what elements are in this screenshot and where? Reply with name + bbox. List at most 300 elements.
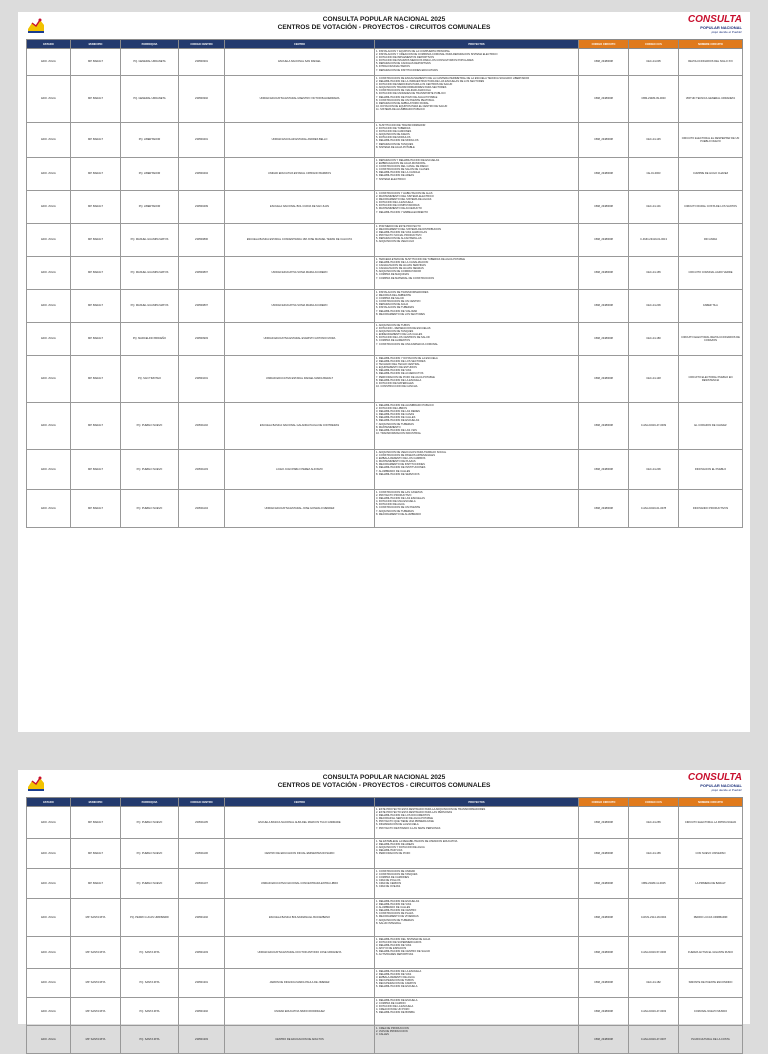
table-row — [27, 490, 743, 528]
cell-centro: UNIDAD EDUCATIVA ESTADAL EVARISTO ANTONIO MORA — [225, 323, 375, 356]
header-codigo-ccs: CODIGO CCS — [629, 798, 679, 807]
cell-centro: UNIDAD EDUCATIVA ESTADAL DOCTOR ANTONIO JOSE URDANETA — [225, 937, 375, 969]
cell-codigo-circuito: CBM_23480008 — [579, 191, 629, 224]
table-row — [27, 403, 743, 450]
cell-codigo-centro: 230501106 — [179, 839, 225, 869]
cell-nombre-circuito: RIO ANDIA — [679, 224, 743, 257]
table-header-row — [27, 798, 743, 807]
cell-nombre-circuito: LA PRIMERA DE BARALT — [679, 869, 743, 899]
project-line: 1. CONSTRUCCION Y HABILITACION DE ALAS — [376, 192, 433, 195]
cell-codigo-centro: 230501001 — [179, 356, 225, 403]
cell-codigo-ccs: C-MH-23419-47-0009 — [629, 403, 679, 450]
project-line: 5. CRIA DE CERDOS — [376, 882, 402, 886]
cell-codigo-circuito: CBM_23480008 — [579, 839, 629, 869]
cell-codigo-circuito: CBM_23480008 — [579, 1026, 629, 1054]
cell-municipio: MP. BARALT — [71, 224, 121, 257]
cell-municipio: MP. BARALT — [71, 356, 121, 403]
project-line: 7. REPARACION DE TANQUES — [376, 142, 414, 146]
project-line: 1. REHABILITACION DE ESCUELAS — [376, 900, 420, 903]
cell-municipio: MP. BARALT — [71, 323, 121, 356]
header-parroquia: PARROQUIA — [121, 798, 179, 807]
cell-codigo-circuito: CBM_23480008 — [579, 323, 629, 356]
project-line: 4. REHABILITACION DE CASAS — [376, 413, 415, 417]
cell-estado: EDO. ZULIA — [27, 123, 71, 158]
cell-codigo-ccs: CEC-24-165 — [629, 257, 679, 290]
cell-municipio: MP. BARALT — [71, 290, 121, 323]
cell-proyectos — [375, 290, 579, 323]
header-codigo-centro: CODIGO CENTRO — [179, 40, 225, 49]
cell-centro: UNIDAD EDUCATIVA NACIONAL CONCENTRADA ENTRA LIBRO — [225, 869, 375, 899]
cell-codigo-circuito: CBM_23480008 — [579, 450, 629, 490]
cell-parroquia: PQ. MANUEL GUANIPA MATOS — [121, 257, 179, 290]
cell-codigo-circuito: CBM_23480008 — [579, 290, 629, 323]
project-line: 6. COMPRA DE ALIMENTOS — [376, 339, 410, 343]
project-line: 5. ADQUISICION DE COMPACTADOR — [376, 270, 422, 274]
project-line: 2. VIAS DE PRODUCCION — [376, 1030, 408, 1034]
cell-centro: UNIDAD EDUCATIVA ESTADAL MAESTRO VICTOR BALDERRAMA — [225, 76, 375, 123]
project-line: 3. DOTACION DE MEDICINAS PARA LOS CENTROS DE SALUD — [376, 83, 453, 87]
project-line: 6. REHABILITACION DE MODULOS — [376, 139, 419, 143]
project-line: 5. REHABILITACION DE CALLES — [376, 416, 416, 420]
project-line: 9. REPARACION DE AMBULATORIO RURAL — [376, 101, 429, 105]
cell-centro: UNIDAD EDUCATIVA SONIA MARIA ACURERO — [225, 290, 375, 323]
project-line: 2. MEJORAS DEL AMBIENTE — [376, 294, 411, 298]
projects-table — [26, 797, 743, 1054]
project-line: 9. DOTACION DE MATERIALES — [376, 381, 414, 385]
consulta-popular-logo — [678, 773, 742, 793]
project-line: 2. ESTE PROYECTO ESTA DESTINADO PARA LAS PERSONAS — [376, 811, 453, 815]
table-row — [27, 49, 743, 76]
cell-parroquia: PQ. PUEBLO NUEVO — [121, 450, 179, 490]
project-line: 7. ADQUISICION DE TUBERIAS — [376, 918, 414, 922]
project-line: 7. CONSTRUCCION DE UNA FARMACIA COMUNAL — [376, 342, 438, 346]
table-row — [27, 76, 743, 123]
cell-parroquia: PQ. LIBERTADOR — [121, 123, 179, 158]
cell-municipio: MP. SANTA RITA — [71, 899, 121, 937]
cell-centro: UNIDAD EDUCATIVA ESTADAL RAFAEL MARIA BARALT — [225, 356, 375, 403]
title-line-1: CONSULTA POPULAR NACIONAL 2025 — [322, 16, 446, 23]
project-line: 4. CREACION DE UN POZO — [376, 1008, 410, 1012]
cell-codigo-circuito: CBM_23480008 — [579, 899, 629, 937]
cell-estado: EDO. ZULIA — [27, 224, 71, 257]
project-line: 2. INSTALACION Y CREACION DE COMPAÑIA COMUNAL PARA REPARACION SISTEMA ELECTRICO — [376, 53, 498, 57]
project-line: 7. REHABILITACION DE VIALIDAD — [376, 309, 418, 313]
project-line: 3. COMPRA DE CAMIONES — [376, 876, 410, 880]
cell-centro: LICEO JUAN PABLO PEREZ ALFONZO — [225, 450, 375, 490]
cell-estado: EDO. ZULIA — [27, 158, 71, 191]
cell-estado: EDO. ZULIA — [27, 323, 71, 356]
cell-proyectos — [375, 490, 579, 528]
cell-nombre-circuito: CUMPRE DE HUGO CHAVEZ — [679, 158, 743, 191]
project-line: 2. PROYECTO PRODUCTIVO — [376, 494, 412, 498]
cell-estado: EDO. ZULIA — [27, 191, 71, 224]
cell-centro: CENTRO DE EDUCACION DE ADULTOS — [225, 1026, 375, 1054]
project-line: 4. APOYO DE ESPACIOS — [376, 947, 407, 951]
cell-codigo-centro: 230501202 — [179, 899, 225, 937]
page-title — [18, 774, 750, 790]
cell-codigo-ccs: C-MH-23419-47-0003 — [629, 998, 679, 1026]
project-line: 3. REHABILITACION DE LOS DOCUMENTOS — [376, 814, 430, 818]
cell-nombre-circuito: VIRTUD TECNICA GENERAL URDANETA — [679, 76, 743, 123]
project-line: 6. CRIA DE OVEJAS — [376, 885, 401, 889]
project-line: 2. REHABILITACION DE VIAS — [376, 903, 412, 907]
project-line: 10. DOTACION DE EQUIPOS PARA EL CENTRO DE SALUD — [376, 104, 448, 108]
logo-word: CONSULTA — [687, 14, 742, 25]
cell-codigo-circuito: CBM_23480008 — [579, 224, 629, 257]
header-municipio: MUNICIPIO — [71, 798, 121, 807]
project-line: 8. MEJORAMIENTO DE ALUMBRADO — [376, 512, 422, 516]
cell-municipio: MP. SANTA RITA — [71, 937, 121, 969]
cell-codigo-centro: 230500301 — [179, 49, 225, 76]
cell-centro: UNIDAD ESCOLAR ESTADAL ANDRES BELLO — [225, 123, 375, 158]
cell-proyectos — [375, 969, 579, 998]
title-line-2: CENTROS DE VOTACIÓN - PROYECTOS - CIRCUITOS COMUNALES — [277, 24, 491, 31]
project-line: 3. COMPRA DE SALUD — [376, 297, 404, 301]
project-line: 4. CONSTRUCCION DE SALON DE CLASES — [376, 168, 430, 172]
cell-nombre-circuito: CON NUEVO UNIVERSO — [679, 839, 743, 869]
project-line: 8. MANTENIMIENTO — [376, 425, 401, 429]
header-codigo-circuito: CODIGO CIRCUITO — [579, 40, 629, 49]
project-line: 4. MANTENIMIENTO DE PLAZAS — [376, 460, 416, 464]
cell-codigo-centro: 230500401 — [179, 123, 225, 158]
cell-municipio: MP. BARALT — [71, 450, 121, 490]
cell-codigo-ccs: CBM-23480-11-0025 — [629, 869, 679, 899]
cell-municipio: MP. BARALT — [71, 158, 121, 191]
project-line: 6. REHABILITACION DE ESCUELAS — [376, 419, 420, 423]
project-line: 7. REHABILITACION Y EMBELLECIMIENTO — [376, 210, 428, 214]
cell-codigo-ccs: CEC-24-005 — [629, 49, 679, 76]
cell-centro: ESCUELA BASICA BOLIVARIANA EL BUJIAMBANO — [225, 899, 375, 937]
cell-proyectos — [375, 191, 579, 224]
table-row — [27, 356, 743, 403]
cell-nombre-circuito: COMUNAL NUEVO MUNDO — [679, 998, 743, 1026]
project-line: 1. SUSTITUCION DE TRANSFORMADOR — [376, 124, 426, 127]
project-line: 5. DOTACION DE MODULOS — [376, 136, 411, 140]
cell-codigo-circuito: CBM_23480008 — [579, 807, 629, 839]
cell-centro: CENTRO DE EDUCACION INICIAL EMINENTES ROSARIO — [225, 839, 375, 869]
cell-estado: EDO. ZULIA — [27, 356, 71, 403]
cell-codigo-circuito: CBM_23480008 — [579, 49, 629, 76]
project-line: 3. EMBALAJAMIENTO DE AGUA — [376, 976, 415, 980]
project-line: 4. REHABILITACION DE CENTRO — [376, 909, 417, 913]
logo-slogan: ¡Aquí decide el Pueblo! — [710, 30, 742, 34]
project-line: 10. TRANSFORMACION INDUSTRIAL — [376, 431, 422, 435]
project-line: 4. ENDEUDAMIENTO DE LAS CALLES — [376, 333, 423, 337]
project-line: 5. CONSTRUCCION DE PLAZA — [376, 912, 414, 916]
project-line: 1. REPARACION Y REHABILITACION DE ESCUELAS — [376, 159, 440, 162]
cell-proyectos — [375, 869, 579, 899]
project-line: 8. SALUD INTEGRAL — [376, 921, 402, 925]
project-line: 5. DOTACION DE AGUA — [376, 503, 405, 507]
project-line: 1. CONSTRUCCION DE LAS CASETAS — [376, 491, 423, 494]
project-line: 4. PROYECTO SOCIAL PRODUCTIVO — [376, 234, 422, 238]
project-line: 2. COMPRA DE CAMION — [376, 1002, 406, 1006]
project-line: 3. DOTACION DE CAMIONES — [376, 130, 412, 134]
cell-centro: UNIDAD EDUCATIVA ESTADAL CIPRIANO BARRIOS — [225, 158, 375, 191]
cell-codigo-circuito: CBM_23480008 — [579, 158, 629, 191]
cell-parroquia: PQ. SANTA RITA — [121, 969, 179, 998]
project-line: 1. INSTALACION DE TRANSFORMADORES — [376, 291, 429, 294]
cell-codigo-centro: 230501303 — [179, 1026, 225, 1054]
cell-proyectos — [375, 123, 579, 158]
table-row — [27, 1026, 743, 1054]
cell-proyectos — [375, 403, 579, 450]
header-estado: ESTADO — [27, 40, 71, 49]
cell-municipio: MP. BARALT — [71, 76, 121, 123]
table-row — [27, 123, 743, 158]
cell-nombre-circuito: INNOVACION EL PUEBLO — [679, 450, 743, 490]
cell-codigo-ccs: C-MH-23419-47-0007 — [629, 1026, 679, 1054]
project-line: 1. CONSTRUCCION DE UNIDAD — [376, 870, 416, 873]
cell-codigo-circuito: CBM_23480008 — [579, 937, 629, 969]
cell-codigo-circuito: CBM_23480008 — [579, 356, 629, 403]
cell-codigo-circuito: CBM_23480008 — [579, 403, 629, 450]
project-line: 3. MEJORAMIENTO DEL SISTEMA DE AGUAS — [376, 198, 432, 202]
project-line: 7. SISTEMA ELECTRICO — [376, 177, 406, 181]
logo-slogan: ¡Aquí decide el Pueblo! — [710, 788, 742, 792]
project-line: 2. EMBRIAGACION DE AGUA MUNICIPAL — [376, 162, 426, 166]
cell-municipio: MP. SANTA RITA — [71, 969, 121, 998]
cell-municipio: MP. BARALT — [71, 403, 121, 450]
projects-table — [26, 39, 743, 528]
cell-codigo-ccs: CEC-24-206 — [629, 290, 679, 323]
project-line: 7. ADQUISICION DE TUBERIAS — [376, 422, 414, 426]
logo-word: CONSULTA — [687, 772, 742, 783]
project-line: 7. PROYECTO DESTINADO A LAS SIETE PERSONAS — [376, 826, 441, 830]
project-line: 3. DOTACION DE LA ESCUELA — [376, 1005, 414, 1009]
cell-nombre-circuito: CIRCUITO ELECTORAL EL DESPERTAR DE UN PUEBLO NUEVO — [679, 123, 743, 158]
cell-nombre-circuito: CIRCUITO COMUNAL AGRO VERDE — [679, 257, 743, 290]
project-line: 2. CONSTRUCCION DE TANQUES — [376, 873, 418, 877]
project-line: 5. REHABILITACION DE CENTRO DE SALUD — [376, 950, 430, 954]
cell-codigo-centro: 230501107 — [179, 869, 225, 899]
project-line: 5. DOTACION DE LOS CENTROS DE SALUD — [376, 336, 430, 340]
cell-nombre-circuito: CIRCUITO ELECTORAL LA PATRIA NUEVA — [679, 807, 743, 839]
cell-codigo-centro: 230500409 — [179, 191, 225, 224]
project-line: 6. REHABILITACION DE ESCUELA — [376, 985, 418, 989]
project-line: 5. REHABILITACION DE BOMBA — [376, 1011, 415, 1015]
project-line: 5. MEJORAMIENTO DE INSTITUCIONES — [376, 463, 425, 467]
cell-codigo-ccs: CEC-24-180 — [629, 323, 679, 356]
cell-codigo-centro: 230501203 — [179, 937, 225, 969]
cell-parroquia: PQ. LIBERTADOR — [121, 158, 179, 191]
cell-proyectos — [375, 899, 579, 937]
project-line: 6. DOTACION DE UNIDADES DE TRANSPORTE PUBLICO — [376, 92, 446, 96]
project-line: 8. MEJORAMIENTO DE LOS SECTORES — [376, 312, 425, 316]
cell-parroquia: PQ. SANTA RITA — [121, 1026, 179, 1054]
cell-parroquia: PQ. GENERAL URDANETA — [121, 49, 179, 76]
cell-proyectos — [375, 1026, 579, 1054]
project-line: 6. CONSTRUCCION DE UN PUENTE — [376, 506, 421, 510]
cell-estado: EDO. ZULIA — [27, 1026, 71, 1054]
cell-estado: EDO. ZULIA — [27, 998, 71, 1026]
cell-parroquia: PQ. PUEBLO NUEVO — [121, 807, 179, 839]
cell-parroquia: PQ. MANUEL GUANIPA MATOS — [121, 224, 179, 257]
cell-codigo-centro: 230500807 — [179, 290, 225, 323]
cell-parroquia: PQ. SANTA RITA — [121, 937, 179, 969]
cell-codigo-ccs: CEC-24-148 — [629, 356, 679, 403]
project-line: 1. ADQUISICION DE TUBOS — [376, 324, 410, 327]
project-line: 4. DOTACION DE INSUMOS MEDICOS PARA LOS CONSULTORIOS POPULARES — [376, 59, 474, 63]
project-line: 7. ALUMBRADO DE CALLES — [376, 469, 411, 473]
table-row — [27, 191, 743, 224]
project-line: 4. EQUIPAMIENTO DE ESTUDIOS — [376, 366, 417, 370]
cell-parroquia: PQ. MANUEL GUANIPA MATOS — [121, 290, 179, 323]
table-row — [27, 969, 743, 998]
project-line: 3. REHABILITACION DE VIAS — [376, 944, 412, 948]
cell-codigo-centro: 230501301 — [179, 969, 225, 998]
table-row — [27, 839, 743, 869]
cell-centro: ESCUELA NACIONAL SAN RAFAEL — [225, 49, 375, 76]
project-line: 7. PERFORACION DE POZO DE AGUA POTABLE — [376, 375, 435, 379]
cell-nombre-circuito: CIRCUITO ELECTORAL REVOLUCIONARIOS DE CORAZON — [679, 323, 743, 356]
project-line: 6. REHABILITACION DE AREAS — [376, 174, 415, 178]
project-line: 4. CANALIZACION DE AGUAS NEGRAS — [376, 267, 424, 271]
project-line: 3. ALUMBRADO DE CALLES — [376, 906, 411, 910]
cell-codigo-circuito: CBM_23480008 — [579, 76, 629, 123]
project-line: 5. REPARACION DE ALCANTARILLAS — [376, 237, 422, 241]
project-line: 2. MANTENIMIENTO DEL SISTEMA ELECTRICO — [376, 195, 434, 199]
project-line: 2. REHABILITACION DE VIAS — [376, 973, 412, 977]
header-estado: ESTADO — [27, 798, 71, 807]
cell-centro: ESCUELA NACIONAL BOL CURVA DE SAN JUAN — [225, 191, 375, 224]
cell-nombre-circuito: REVOLUCIONARIOS DEL SIGLO XXI — [679, 49, 743, 76]
table-row — [27, 257, 743, 290]
cell-codigo-ccs: CEC-24-165 — [629, 839, 679, 869]
project-line: 11. SISTEMA DE ALUMBRADO PUBLICO — [376, 107, 425, 111]
project-line: 3. CALLES — [376, 1033, 389, 1037]
project-line: 7. ADQUISICION DE TUBERIAS — [376, 509, 414, 513]
project-line: 7. COMPRA DE MATERIAL DE CONSTRUCCION — [376, 276, 435, 280]
cell-nombre-circuito: FUERZA ACTIVA EL GIGANTE RUSIO — [679, 937, 743, 969]
project-line: 1. REHABILITACION Y DOTACION DE LA ESCUELA — [376, 357, 438, 360]
document-page-2 — [18, 770, 750, 1041]
cell-nombre-circuito: CIRCUITO ELECTORAL PUEBLO EN RESISTENCIA — [679, 356, 743, 403]
page-header — [18, 12, 750, 39]
project-line: 2. MEJORAMIENTO DEL SISTEMA DE DISTRIBUCION — [376, 228, 441, 232]
document-page-1 — [18, 12, 750, 732]
cell-codigo-ccs: C-MH-23419-57-0006 — [629, 937, 679, 969]
cell-codigo-ccs: C-MH-23419-01-0078 — [629, 490, 679, 528]
project-line: 6. DINAMIZACION DE LA ESCUELA — [376, 823, 419, 827]
project-line: 2. REHABILITACION DE AREAS — [376, 843, 415, 847]
cell-proyectos — [375, 224, 579, 257]
project-line: 5. REPARACION DE CANCHAS DEPORTIVAS — [376, 62, 431, 66]
project-line: 5. REHABILITACION DE LA CANCHA — [376, 171, 421, 175]
project-line: 6. COMPRA DE MAQUINAS — [376, 273, 410, 277]
project-line: 4. REHABILITAR VIAS — [376, 849, 403, 853]
project-line: 4. ADQUISICION TRANSFORMADORES PARA SECTORES — [376, 86, 447, 90]
cell-nombre-circuito: PEDRO LUCAS URRIBARRI — [679, 899, 743, 937]
project-line: 8. SISTEMA DE AGUA POTABLE — [376, 145, 415, 149]
header-municipio: MUNICIPIO — [71, 40, 121, 49]
cell-municipio: MP. BARALT — [71, 869, 121, 899]
project-line: 2. REHABILITACION DE LA CANALIZACION — [376, 261, 429, 265]
cell-codigo-ccs: C-RUN-2314-18-0004 — [629, 899, 679, 937]
cell-nombre-circuito: EL CORAZON DE CHAVEZ — [679, 403, 743, 450]
project-line: 1. REHABILITACION DE LA ESCUELA — [376, 970, 422, 973]
cell-municipio: MP. BARALT — [71, 490, 121, 528]
project-line: 8. REHABILITACION DE LA ESCUELA — [376, 378, 422, 382]
project-line: 2. DOTACION DE TUBERIAS — [376, 127, 411, 131]
project-line: 3. ADQUISICION Y DOTACION DE AGUA — [376, 846, 425, 850]
cell-municipio: MP. BARALT — [71, 191, 121, 224]
cell-nombre-circuito: CIRCUITO RURAL COSTA DE LOS SANTOS — [679, 191, 743, 224]
cell-parroquia: PQ. SANTA RITA — [121, 998, 179, 1026]
table-row — [27, 899, 743, 937]
project-line: 4. MEJORAR EL SERVICIO DE AGUA POTABLE — [376, 817, 434, 821]
project-line: 1. TERCERA ETAPA DE SUSTITUCION DE TUBERIAS DE AGUA POTABLE — [376, 258, 465, 261]
cell-codigo-circuito: CBM_23480008 — [579, 998, 629, 1026]
header-nombre-circuito: NOMBRE CIRCUITO — [679, 798, 743, 807]
project-line: 5. PROYECTO QUE TIENE UNA PRIMERA FASE — [376, 820, 434, 824]
table-row — [27, 937, 743, 969]
cell-proyectos — [375, 450, 579, 490]
project-line: 4. CONSTRUCCION DE UN CENTRO — [376, 300, 421, 304]
project-line: 7. REPARACION DE INSTITUCIONES EDUCATIVAS — [376, 68, 438, 72]
project-line: 3. CANALIZACION DE AGUAS SERVIDAS — [376, 264, 426, 268]
project-line: 2. REHABILITACION DE LOS SECTORES — [376, 360, 426, 364]
cell-estado: EDO. ZULIA — [27, 490, 71, 528]
cell-centro: ESCUELA BASICA ESTADAL CONCENTRADA 168 JOSE MANUEL TERAN DE CALCUTA — [225, 224, 375, 257]
project-line: 4. ADQUISICION DE ASEOS — [376, 133, 410, 137]
cell-codigo-ccs: CEC-24-145 — [629, 123, 679, 158]
cell-codigo-centro: 230501105 — [179, 807, 225, 839]
cell-codigo-centro: 230500806 — [179, 224, 225, 257]
project-line: 6. ACTIVIDADES DEPORTIVAS — [376, 953, 414, 957]
cell-codigo-ccs: CE-01-0003 — [629, 158, 679, 191]
table-row — [27, 224, 743, 257]
project-line: 5. REPARACION DE AGUA — [376, 303, 409, 307]
project-line: 3. EMBALAJAMIENTO DE LOS CAMBIOS — [376, 457, 426, 461]
cell-estado: EDO. ZULIA — [27, 869, 71, 899]
cell-nombre-circuito: SIMONTE DE PUENTE ESCONDIDO — [679, 969, 743, 998]
project-line: 3. DOTACION DE IMPLEMENTOS DEPORTIVOS — [376, 56, 434, 60]
table-row — [27, 807, 743, 839]
logo-subtitle: POPULAR NACIONAL — [700, 783, 742, 788]
page-title — [18, 16, 750, 32]
cell-centro: UNIDAD EDUCATIVA SIMON RODRIGUEZ — [225, 998, 375, 1026]
cell-codigo-ccs: CEC-24-182 — [629, 969, 679, 998]
project-line: 1. ESTE PROYECTO ESTA DESTINADO PARA LA ADQUISICION DE TRANSFORMADORES — [376, 808, 486, 811]
cell-codigo-circuito: CBM_23480008 — [579, 257, 629, 290]
project-line: 2. DOTACION - REPARACION DE ESCUELAS — [376, 327, 431, 331]
cell-parroquia: PQ. MARCELINO BRICEÑO — [121, 323, 179, 356]
cell-parroquia: PQ. PUEBLO NUEVO — [121, 490, 179, 528]
cell-proyectos — [375, 839, 579, 869]
project-line: 1. REHABILITACION DE ALUMBRADO PUBLICO — [376, 404, 434, 407]
cell-centro: ESCUELA BASICA NACIONAL ALBA DEL MARCOS TULIO ANDRADE — [225, 807, 375, 839]
header-codigo-centro: CODIGO CENTRO — [179, 798, 225, 807]
project-line: 5. PERFORACION DE POZO — [376, 852, 411, 856]
title-line-2: CENTROS DE VOTACIÓN - PROYECTOS - CIRCUITOS COMUNALES — [277, 782, 491, 789]
project-line: 2. DOTACION DE SUPERMERCADOS — [376, 941, 422, 945]
project-line: 5. RECUPERACION DE CAMPOS — [376, 982, 417, 986]
project-line: 3. REHABILITACION DE LAS REDES — [376, 410, 420, 414]
project-line: 6. ADQUISICION DE VEHICULO — [376, 240, 415, 244]
cell-proyectos — [375, 937, 579, 969]
project-line: 10. CONSTRUCCION DE CANCHA — [376, 384, 418, 388]
cell-parroquia: PQ. PUEBLO NUEVO — [121, 869, 179, 899]
cell-nombre-circuito: INNOVANDO PRODUCTIVOS — [679, 490, 743, 528]
cell-proyectos — [375, 49, 579, 76]
project-line: 6. INSTALACION DE TUBERIAS — [376, 306, 414, 310]
cell-estado: EDO. ZULIA — [27, 257, 71, 290]
project-line: 7. REHABILITACION DE POZO DE AGUA POTABLE — [376, 95, 438, 99]
cell-nombre-circuito: FABER TILA — [679, 290, 743, 323]
project-line: 1. CREA DE PRODUCCION — [376, 1027, 409, 1030]
cell-estado: EDO. ZULIA — [27, 969, 71, 998]
